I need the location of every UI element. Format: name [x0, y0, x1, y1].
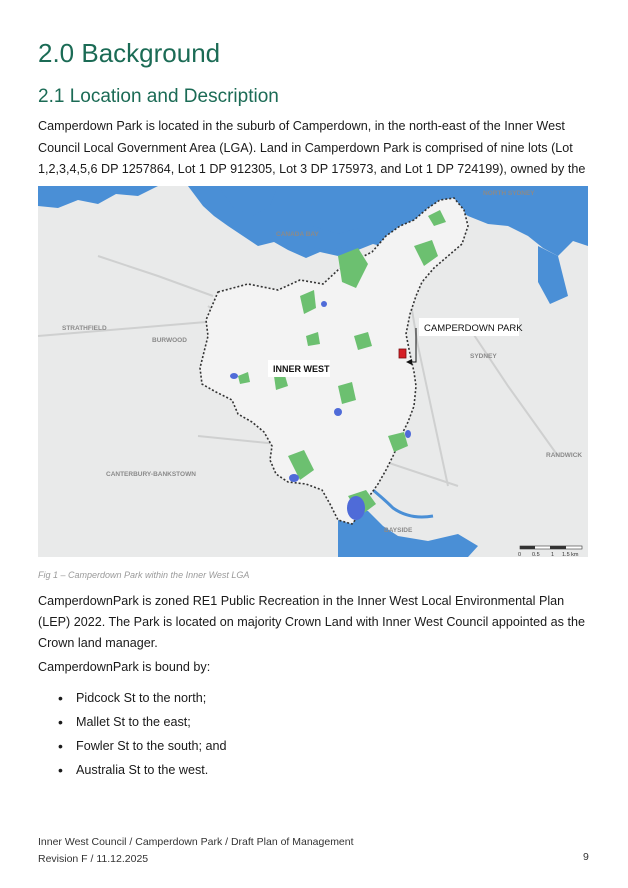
- page-number: 9: [583, 851, 589, 863]
- footer-revision: Revision F / 11.12.2025: [38, 853, 149, 865]
- figure-caption: Fig 1 – Camperdown Park within the Inner West LGA: [38, 570, 250, 580]
- burwood-label: BURWOOD: [152, 337, 187, 344]
- list-item: • Pidcock St to the north;: [38, 686, 227, 710]
- svg-text:1.5 km: 1.5 km: [562, 552, 579, 557]
- svg-text:0: 0: [518, 552, 522, 557]
- map-graphic: [38, 186, 588, 557]
- bound-intro: CamperdownPark is bound by:: [38, 660, 211, 674]
- page-heading: 2.0 Background: [38, 38, 221, 68]
- camperdown-park-label: CAMPERDOWN PARK: [424, 323, 523, 334]
- canterbury-bankstown-label: CANTERBURY-BANKSTOWN: [106, 471, 196, 478]
- bayside-label: BAYSIDE: [384, 527, 413, 534]
- north-sydney-label: NORTH SYDNEY: [483, 190, 535, 197]
- bounds-list: [38, 686, 227, 782]
- zoning-paragraph: CamperdownPark is zoned RE1 Public Recreation in the Inner West Local Environmental Plan (LEP) 2022. The Park is located on majority Crown Land with Inner West Council appointed as the Crown land manager.: [38, 594, 585, 650]
- page-footer: [38, 834, 354, 868]
- list-item: • Fowler St to the south; and: [38, 734, 227, 758]
- canada-bay-label: CANADA BAY: [276, 231, 319, 238]
- section-heading: 2.1 Location and Description: [38, 86, 279, 107]
- list-item: • Australia St to the west.: [38, 758, 227, 782]
- list-item: • Mallet St to the east;: [38, 710, 227, 734]
- camperdown-park-marker: [399, 349, 406, 358]
- svg-text:0.5: 0.5: [532, 552, 540, 557]
- footer-document-title: Inner West Council / Camperdown Park / Draft Plan of Management: [38, 836, 354, 848]
- intro-paragraph: Camperdown Park is located in the suburb of Camperdown, in the north-east of the Inner West Council Local Government Area (LGA). Land in Camperdown Park is comprised of nine lots (Lot 1,2,3,4,5,6 DP 1257864, Lot 1 DP 912305, Lot 3 DP 175973, and Lot 1 DP 724199), owned by the: [38, 119, 586, 176]
- inner-west-label: INNER WEST: [273, 364, 330, 374]
- sydney-label: SYDNEY: [470, 353, 497, 360]
- randwick-label: RANDWICK: [546, 452, 583, 459]
- strathfield-label: STRATHFIELD: [62, 325, 107, 332]
- svg-text:1: 1: [551, 552, 555, 557]
- location-map: [38, 186, 588, 557]
